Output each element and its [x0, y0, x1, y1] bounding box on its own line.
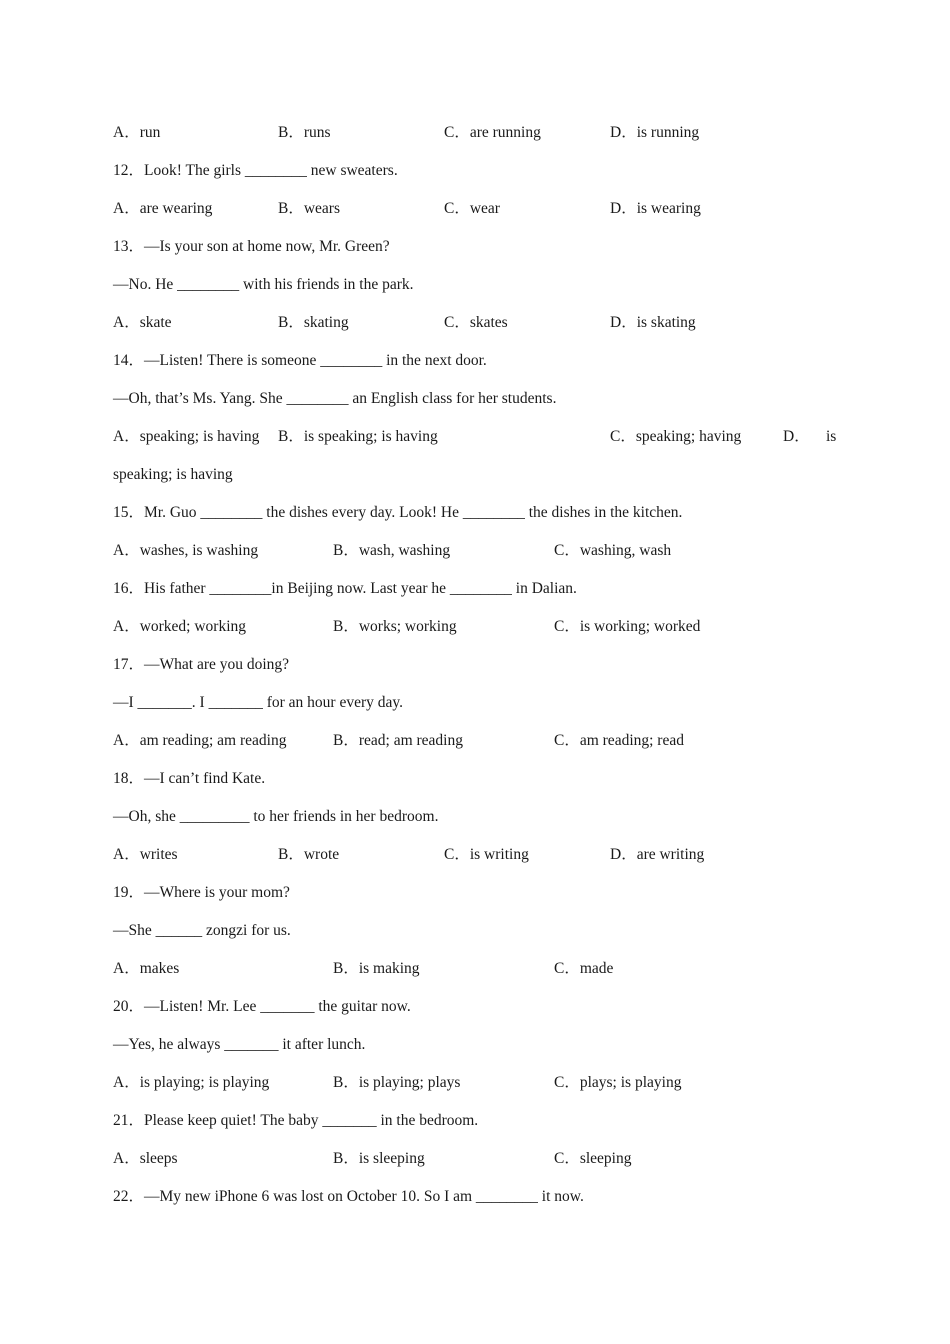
q20-option-c: C．plays; is playing [554, 1074, 682, 1091]
q13-option-b: B．skating [278, 314, 349, 331]
q18-option-d: D．are writing [610, 846, 705, 863]
q17-reply: —I _______. I _______ for an hour every day. [113, 694, 403, 711]
q12-stem: 12．Look! The girls ________ new sweaters. [113, 162, 398, 179]
q17-option-a: A．am reading; am reading [113, 732, 287, 749]
q17-option-c: C．am reading; read [554, 732, 684, 749]
q21-option-a: A．sleeps [113, 1150, 178, 1167]
q14-option-d-continued: speaking; is having [113, 466, 233, 483]
q11-option-b: B．runs [278, 124, 331, 141]
q18-stem: 18．—I can’t find Kate. [113, 770, 266, 787]
q19-reply: —She ______ zongzi for us. [113, 922, 291, 939]
q18-option-a: A．writes [113, 846, 178, 863]
q12-option-c: C．wear [444, 200, 500, 217]
q14-stem: 14．—Listen! There is someone ________ in the next door. [113, 352, 487, 369]
q19-stem: 19．—Where is your mom? [113, 884, 290, 901]
q12-option-d: D．is wearing [610, 200, 701, 217]
q21-option-c: C．sleeping [554, 1150, 632, 1167]
q22-stem: 22．—My new iPhone 6 was lost on October 10. So I am ________ it now. [113, 1188, 584, 1205]
q19-option-b: B．is making [333, 960, 420, 977]
q11-option-d: D．is running [610, 124, 700, 141]
q13-option-c: C．skates [444, 314, 508, 331]
q20-option-b: B．is playing; plays [333, 1074, 461, 1091]
q14-reply: —Oh, that’s Ms. Yang. She ________ an English class for her students. [113, 390, 557, 407]
q15-stem: 15．Mr. Guo ________ the dishes every day. Look! He ________ the dishes in the kitchen. [113, 504, 683, 521]
q15-option-b: B．wash, washing [333, 542, 451, 559]
q18-reply: —Oh, she _________ to her friends in her bedroom. [113, 808, 439, 825]
q18-option-c: C．is writing [444, 846, 529, 863]
q14-option-c: C．speaking; having [610, 428, 742, 445]
q18-option-b: B．wrote [278, 846, 340, 863]
q19-option-a: A．makes [113, 960, 180, 977]
q15-option-c: C．washing, wash [554, 542, 672, 559]
q20-reply: —Yes, he always _______ it after lunch. [113, 1036, 366, 1053]
q20-stem: 20．—Listen! Mr. Lee _______ the guitar now. [113, 998, 411, 1015]
q16-stem: 16．His father ________in Beijing now. Last year he ________ in Dalian. [113, 580, 577, 597]
q20-option-a: A．is playing; is playing [113, 1074, 270, 1091]
q16-option-b: B．works; working [333, 618, 457, 635]
q11-option-a: A．run [113, 124, 161, 141]
q11-option-c: C．are running [444, 124, 541, 141]
q16-option-c: C．is working; worked [554, 618, 701, 635]
q14-option-d-part: is [826, 428, 837, 445]
q16-option-a: A．worked; working [113, 618, 247, 635]
q15-option-a: A．washes, is washing [113, 542, 259, 559]
q21-option-b: B．is sleeping [333, 1150, 425, 1167]
q14-option-d: D． [783, 428, 810, 445]
q14-option-a: A．speaking; is having [113, 428, 260, 445]
q13-option-a: A．skate [113, 314, 172, 331]
q21-stem: 21．Please keep quiet! The baby _______ in the bedroom. [113, 1112, 479, 1129]
q12-option-a: A．are wearing [113, 200, 213, 217]
q13-stem: 13．—Is your son at home now, Mr. Green? [113, 238, 390, 255]
q14-option-b: B．is speaking; is having [278, 428, 438, 445]
q17-stem: 17．—What are you doing? [113, 656, 290, 673]
q17-option-b: B．read; am reading [333, 732, 463, 749]
q13-option-d: D．is skating [610, 314, 696, 331]
q19-option-c: C．made [554, 960, 614, 977]
q13-reply: —No. He ________ with his friends in the park. [113, 276, 414, 293]
q12-option-b: B．wears [278, 200, 340, 217]
